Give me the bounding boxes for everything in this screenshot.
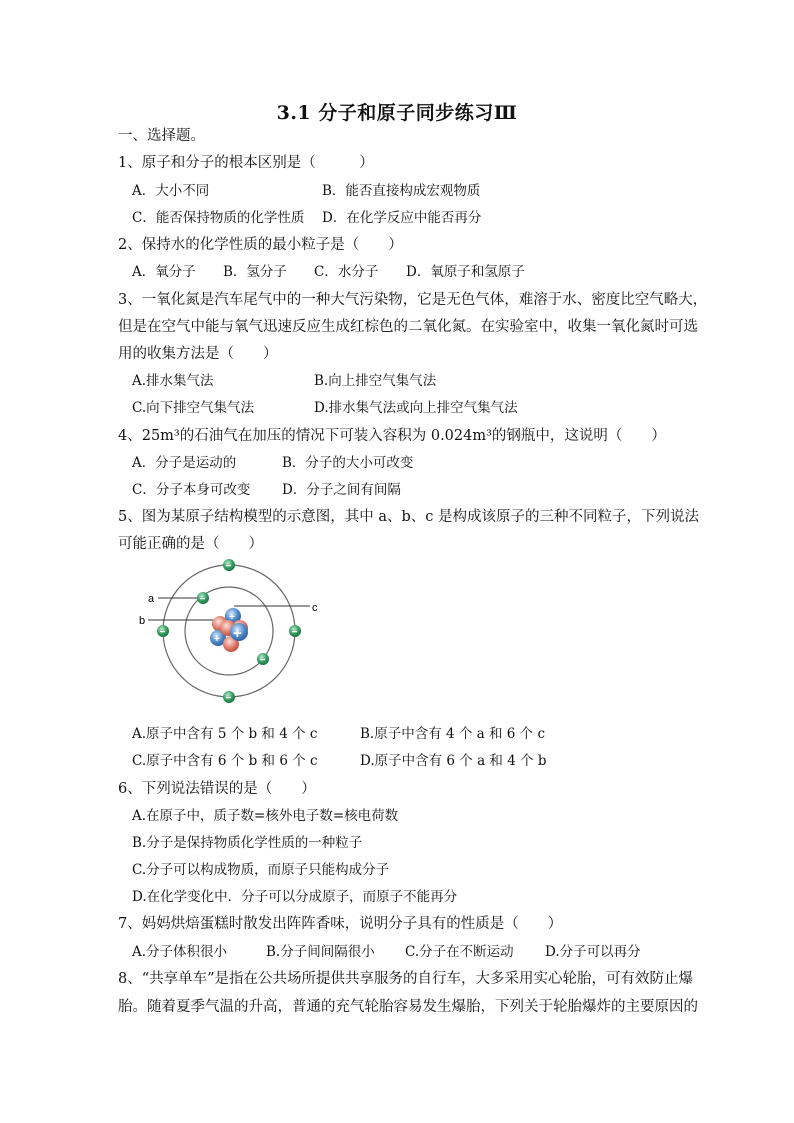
question-7-option-a: A.分子体积很小 (132, 944, 228, 960)
electron (257, 653, 269, 666)
question-5-option-d: D.原子中含有 6 个 a 和 4 个 b (360, 753, 547, 769)
question-3-stem-line-2: 但是在空气中能与氧气迅速反应生成红棕色的二氧化氮。在实验室中，收集一氧化氮时可选 (118, 319, 698, 335)
question-1-option-d: D．在化学反应中能否再分 (322, 210, 482, 226)
question-7-stem: 7、妈妈烘焙蛋糕时散发出阵阵香味，说明分子具有的性质是（ ） (118, 916, 563, 932)
svg-text:−: − (225, 561, 232, 572)
question-1-stem: 1、原子和分子的根本区别是（ ） (118, 155, 374, 171)
svg-text:−: − (199, 594, 206, 605)
svg-text:−: − (291, 627, 298, 638)
page-title: 3.1 分子和原子同步练习Ⅲ (276, 102, 518, 124)
electron (157, 625, 169, 638)
svg-text:−: − (259, 655, 266, 666)
question-5-option-a: A.原子中含有 5 个 b 和 4 个 c (132, 726, 318, 742)
question-2-option-a: A．氧分子 (132, 264, 196, 280)
question-8-stem-line-2: 胎。随着夏季气温的升高，普通的充气轮胎容易发生爆胎，下列关于轮胎爆炸的主要原因的 (118, 999, 698, 1015)
question-4-option-c: C．分子本身可改变 (132, 482, 251, 498)
question-8-stem-line-1: 8、“共享单车”是指在公共场所提供共享服务的自行车，大多采用实心轮胎，可有效防止爆 (118, 971, 694, 987)
label-c: c (312, 602, 318, 614)
proton-sign: + (229, 612, 235, 623)
svg-text:−: − (159, 627, 166, 638)
svg-text:−: − (225, 693, 232, 704)
electron (289, 625, 301, 638)
proton-sign: + (214, 634, 220, 645)
question-1-option-a: A．大小不同 (132, 183, 210, 199)
atom-model-diagram (136, 556, 322, 706)
label-b: b (139, 615, 146, 627)
electron (197, 592, 209, 605)
question-6-option-b: B.分子是保持物质化学性质的一种粒子 (132, 835, 363, 851)
question-6-stem: 6、下列说法错误的是（ ） (118, 781, 316, 797)
question-7-option-b: B.分子间间隔很小 (266, 944, 375, 960)
question-3-option-d: D.排水集气法或向上排空气集气法 (314, 400, 518, 416)
electron (223, 691, 235, 704)
electron (223, 559, 235, 572)
question-5-stem-line-2: 可能正确的是（ ） (118, 536, 263, 552)
question-1-option-b: B．能否直接构成宏观物质 (322, 183, 481, 199)
question-2-option-b: B．氢分子 (223, 264, 287, 280)
question-4-stem: 4、25m³的石油气在加压的情况下可装入容积为 0.024m³的钢瓶中，这说明（ ） (118, 428, 666, 444)
question-3-option-a: A.排水集气法 (132, 373, 214, 389)
question-1-option-c: C．能否保持物质的化学性质 (132, 210, 305, 226)
question-6-option-c: C.分子可以构成物质，而原子只能构成分子 (132, 862, 390, 878)
question-3-option-b: B.向上排空气集气法 (314, 373, 437, 389)
question-3-option-c: C.向下排空气集气法 (132, 400, 255, 416)
question-6-option-a: A.在原子中，质子数=核外电子数=核电荷数 (132, 808, 399, 824)
label-a: a (148, 593, 155, 605)
question-5-option-c: C.原子中含有 6 个 b 和 6 个 c (132, 753, 318, 769)
proton-sign: + (233, 625, 242, 642)
question-5-option-b: B.原子中含有 4 个 a 和 6 个 c (360, 726, 546, 742)
question-4-option-b: B．分子的大小可改变 (282, 455, 414, 471)
question-6-option-d: D.在化学变化中．分子可以分成原子，而原子不能再分 (132, 889, 458, 905)
nucleus (210, 608, 248, 652)
question-7-option-d: D.分子可以再分 (545, 944, 641, 960)
question-4-option-d: D．分子之间有间隔 (282, 482, 401, 498)
question-3-stem-line-1: 3、一氧化氮是汽车尾气中的一种大气污染物，它是无色气体，难溶于水、密度比空气略大， (118, 292, 708, 308)
question-4-option-a: A．分子是运动的 (132, 455, 237, 471)
question-5-stem-line-1: 5、图为某原子结构模型的示意图，其中 a、b、c 是构成该原子的三种不同粒子，下列说法 (118, 509, 699, 525)
section-heading: 一、选择题。 (118, 128, 205, 144)
question-2-option-d: D．氧原子和氢原子 (406, 264, 525, 280)
question-3-stem-line-3: 用的收集方法是（ ） (118, 346, 278, 362)
question-2-option-c: C．水分子 (314, 264, 379, 280)
question-7-option-c: C.分子在不断运动 (405, 944, 514, 960)
question-2-stem: 2、保持水的化学性质的最小粒子是（ ） (118, 237, 403, 253)
